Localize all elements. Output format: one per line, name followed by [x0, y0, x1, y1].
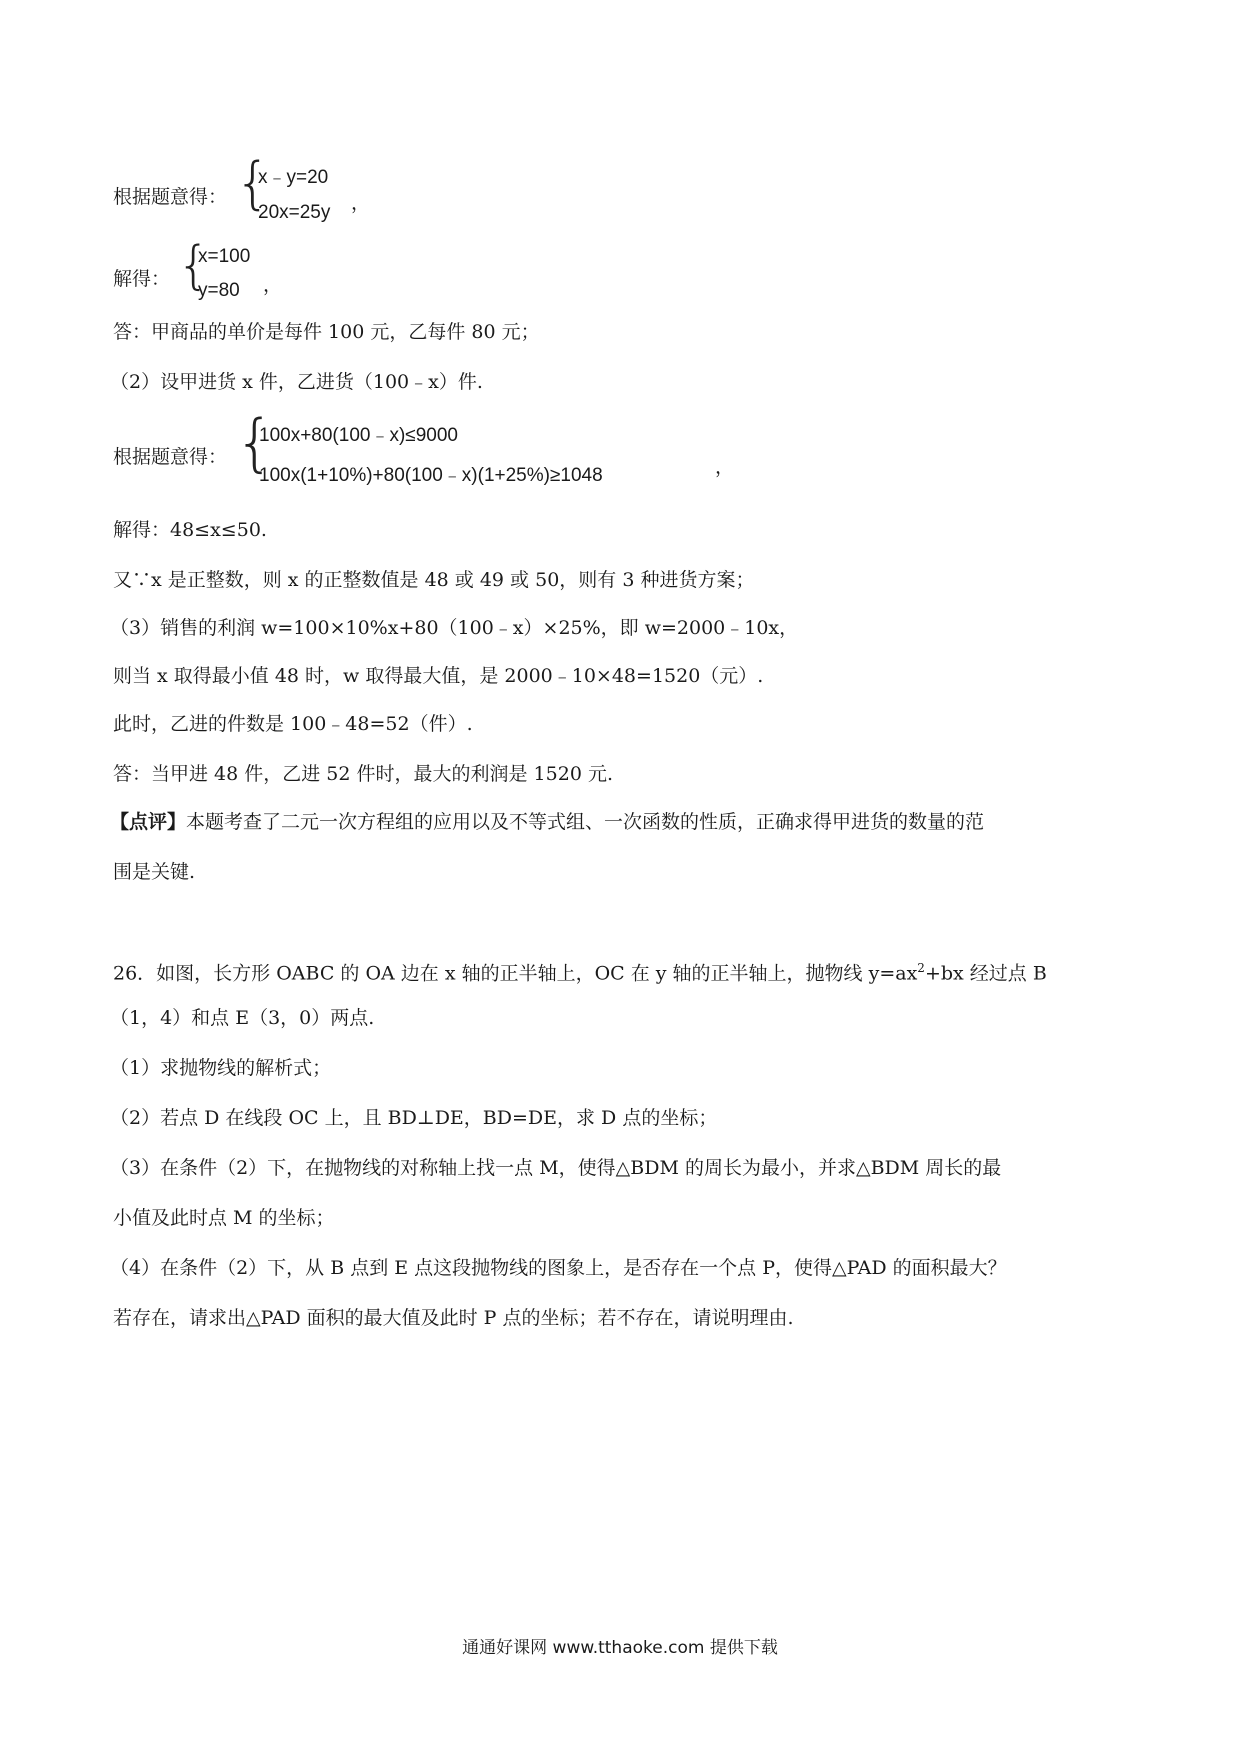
question-text: +bx 经过点 B	[924, 962, 1047, 985]
question-26-line: （1，4）和点 E（3，0）两点.	[110, 1007, 375, 1029]
equation-line: x﹣y=20	[258, 167, 329, 188]
system-label: 解得：	[113, 268, 171, 290]
review-text: 本题考查了二元一次方程组的应用以及不等式组、一次函数的性质，正确求得甲进货的数量的范	[186, 811, 985, 833]
equation-line: y=80	[198, 280, 240, 301]
sub-question-2: （2）若点 D 在线段 OC 上，且 BD⊥DE，BD=DE，求 D 点的坐标；	[110, 1107, 718, 1129]
left-brace-icon: {	[177, 236, 211, 296]
solution-line: 解得：48≤x≤50.	[113, 519, 267, 541]
sub-question-4: 若存在，请求出△PAD 面积的最大值及此时 P 点的坐标；若不存在，请说明理由.	[113, 1307, 794, 1329]
inequality-line: 100x(1+10%)+80(100﹣x)(1+25%)≥1048	[259, 465, 603, 486]
part-2-line: （2）设甲进货 x 件，乙进货（100﹣x）件.	[110, 371, 483, 393]
equation-line: 20x=25y	[258, 202, 331, 223]
part-3-line: （3）销售的利润 w=100×10%x+80（100﹣x）×25%，即 w=2000﹣10x，	[110, 617, 799, 639]
sub-question-3: 小值及此时点 M 的坐标；	[113, 1207, 335, 1229]
answer-line: 答：当甲进 48 件，乙进 52 件时，最大的利润是 1520 元.	[113, 763, 613, 785]
reasoning-line: 又∵x 是正整数，则 x 的正整数值是 48 或 49 或 50，则有 3 种进货方案；	[113, 569, 755, 591]
exponent: 2	[917, 961, 925, 975]
left-brace-icon: {	[235, 406, 275, 479]
comma: ，	[715, 456, 735, 478]
system-label: 根据题意得：	[113, 446, 228, 468]
inequality-line: 100x+80(100﹣x)≤9000	[259, 425, 458, 446]
review-line	[110, 808, 984, 836]
reasoning-line: 则当 x 取得最小值 48 时，w 取得最大值，是 2000﹣10×48=1520（元）.	[113, 665, 764, 687]
equation-line: x=100	[198, 246, 251, 267]
comma: ，	[351, 192, 371, 214]
review-tag: 【点评】	[110, 811, 187, 833]
system-label: 根据题意得：	[113, 186, 228, 208]
answer-line: 答：甲商品的单价是每件 100 元，乙每件 80 元；	[113, 321, 540, 343]
left-brace-icon: {	[235, 151, 271, 216]
page-footer: 通通好课网 www.tthaoke.com 提供下载	[462, 1638, 778, 1658]
question-text: 26．如图，长方形 OABC 的 OA 边在 x 轴的正半轴上，OC 在 y 轴的正半轴上，抛物线 y=ax	[113, 962, 918, 985]
reasoning-line: 此时，乙进的件数是 100﹣48=52（件）.	[113, 713, 473, 735]
comma: ，	[263, 274, 283, 296]
sub-question-4: （4）在条件（2）下，从 B 点到 E 点这段抛物线的图象上，是否存在一个点 P，使得△PAD 的面积最大？	[110, 1257, 1007, 1279]
review-line: 围是关键.	[113, 861, 196, 883]
question-26-line	[113, 954, 1047, 987]
sub-question-1: （1）求抛物线的解析式；	[110, 1057, 332, 1079]
sub-question-3: （3）在条件（2）下，在抛物线的对称轴上找一点 M，使得△BDM 的周长为最小，并求△BDM 周长的最	[110, 1157, 1002, 1179]
